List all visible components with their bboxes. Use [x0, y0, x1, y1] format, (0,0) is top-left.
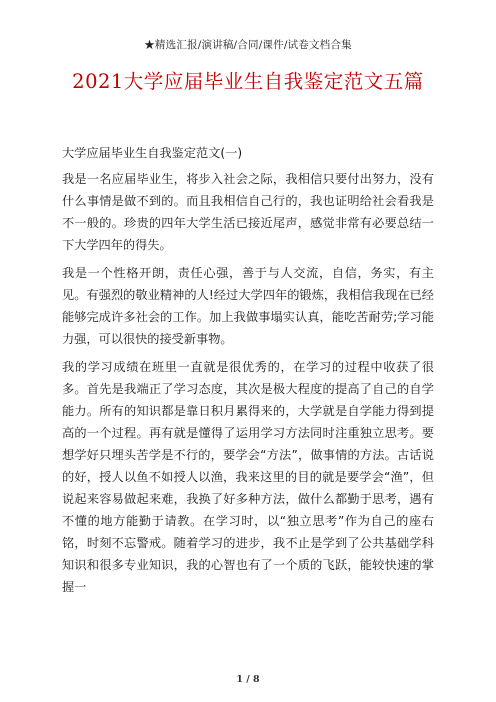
page-indicator: 1 / 8 [236, 674, 260, 685]
header-banner: ★精选汇报/演讲稿/合同/课件/试卷文档合集 [144, 39, 352, 51]
document-title: 2021大学应届毕业生自我鉴定范文五篇 [72, 70, 424, 93]
paragraph: 我是一个性格开朗，责任心强，善于与人交流，自信，务实，有主见。有强烈的敬业精神的人!经过大学四年的锻炼，我相信我现在已经能够完成许多社会的工作。加上我做事塌实认真，能吃苦耐劳;学习能力强，可以很快的接受新事物。 [62, 266, 434, 346]
paragraph: 我的学习成绩在班里一直就是很优秀的，在学习的过程中收获了很多。首先是我端正了学习态度，其次是极大程度的提高了自己的自学能力。所有的知识都是靠日积月累得来的，大学就是自学能力得到提高的一个过程。再有就是懂得了运用学习方法同时注重独立思考。要想学好只埋头苦学是不行的，要学会“方法”，做事情的方法。古话说的好，授人以鱼不如授人以渔，我来这里的目的就是要学会“渔”，但说起来容易做起来难，我换了好多种方法，做什么都勤于思考，遇有不懂的地方能勤于请教。在学习时，以“独立思考”作为自己的座右铭，时刻不忘警戒。随着学习的进步，我不止是学到了公共基础学科知识和很多专业知识，我的心智也有了一个质的飞跃，能较快速的掌握一 [62, 360, 434, 594]
paragraph: 我是一名应届毕业生，将步入社会之际，我相信只要付出努力，没有什么事情是做不到的。而且我相信自己行的，我也证明给社会看我是不一般的。珍贵的四年大学生活已接近尾声，感觉非常有必要总结一下大学四年的得失。 [62, 172, 434, 252]
document-body [62, 142, 434, 604]
section-subtitle: 大学应届毕业生自我鉴定范文(一) [62, 146, 243, 160]
